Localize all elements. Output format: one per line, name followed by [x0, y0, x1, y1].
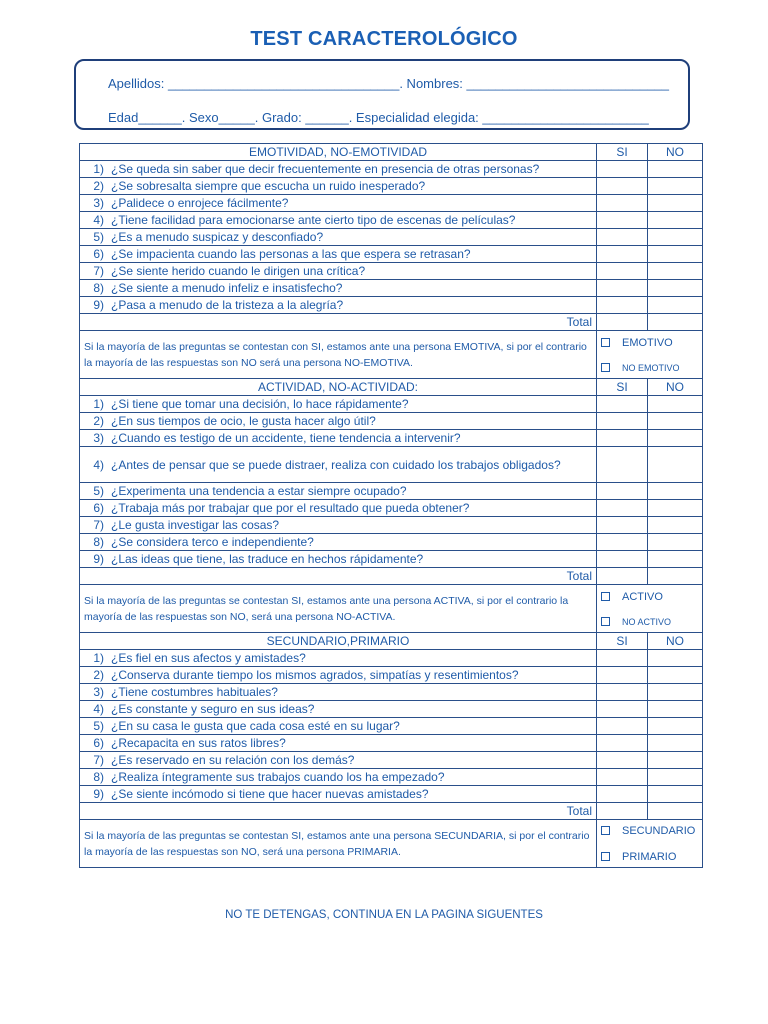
answer-si-cell[interactable]	[597, 246, 648, 263]
result-option[interactable]	[601, 337, 698, 349]
result-option[interactable]	[601, 363, 698, 373]
answer-no-cell[interactable]	[648, 718, 703, 735]
checkbox-icon[interactable]	[601, 852, 610, 861]
question-cell	[80, 447, 597, 483]
total-no-cell[interactable]	[648, 803, 703, 820]
answer-si-cell[interactable]	[597, 263, 648, 280]
answer-no-cell[interactable]	[648, 178, 703, 195]
question-row	[80, 735, 703, 752]
question-number: 7)	[93, 264, 104, 278]
question-text: ¿Tiene costumbres habituales?	[111, 685, 278, 699]
column-no-header: NO	[648, 144, 703, 161]
answer-si-cell[interactable]	[597, 483, 648, 500]
question-row	[80, 195, 703, 212]
result-option-label: EMOTIVO	[622, 336, 673, 349]
question-number: 3)	[93, 685, 104, 699]
answer-si-cell[interactable]	[597, 413, 648, 430]
interpretation-note: Si la mayoría de las preguntas se contestan con SI, estamos ante una persona EMOTIVA, si por el contrario la mayoría de las respuestas son NO será una persona NO-EMOTIVA.	[80, 331, 597, 379]
answer-no-cell[interactable]	[648, 212, 703, 229]
result-row	[80, 820, 703, 868]
column-no-header: NO	[648, 379, 703, 396]
question-number: 6)	[93, 736, 104, 750]
column-no-header: NO	[648, 633, 703, 650]
question-row	[80, 718, 703, 735]
question-cell	[80, 280, 597, 297]
question-text: ¿Palidece o enrojece fácilmente?	[111, 196, 289, 210]
question-row	[80, 297, 703, 314]
answer-si-cell[interactable]	[597, 701, 648, 718]
answer-si-cell[interactable]	[597, 297, 648, 314]
section-heading-row	[80, 144, 703, 161]
section-heading: ACTIVIDAD, NO-ACTIVIDAD:	[80, 379, 597, 396]
total-label: Total	[80, 568, 597, 585]
question-row	[80, 769, 703, 786]
question-text: ¿Se sobresalta siempre que escucha un ruido inesperado?	[111, 179, 426, 193]
answer-no-cell[interactable]	[648, 752, 703, 769]
question-cell	[80, 534, 597, 551]
checkbox-icon[interactable]	[601, 363, 610, 372]
column-si-header: SI	[597, 144, 648, 161]
answer-no-cell[interactable]	[648, 280, 703, 297]
question-row	[80, 212, 703, 229]
question-text: ¿Pasa a menudo de la tristeza a la alegría?	[111, 298, 344, 312]
total-si-cell[interactable]	[597, 568, 648, 585]
result-options	[597, 820, 703, 868]
answer-si-cell[interactable]	[597, 500, 648, 517]
question-row	[80, 534, 703, 551]
question-row	[80, 246, 703, 263]
question-row	[80, 667, 703, 684]
question-text: ¿Se siente incómodo si tiene que hacer nuevas amistades?	[111, 787, 429, 801]
question-cell	[80, 551, 597, 568]
question-text: ¿Conserva durante tiempo los mismos agrados, simpatías y resentimientos?	[111, 668, 519, 682]
answer-no-cell[interactable]	[648, 701, 703, 718]
question-row	[80, 701, 703, 718]
question-row	[80, 430, 703, 447]
answer-no-cell[interactable]	[648, 161, 703, 178]
question-cell	[80, 718, 597, 735]
question-cell	[80, 650, 597, 667]
question-cell	[80, 500, 597, 517]
checkbox-icon[interactable]	[601, 338, 610, 347]
result-option[interactable]	[601, 851, 698, 863]
total-row	[80, 803, 703, 820]
checkbox-icon[interactable]	[601, 826, 610, 835]
question-row	[80, 483, 703, 500]
question-number: 7)	[93, 753, 104, 767]
test-table	[79, 143, 703, 868]
question-number: 9)	[93, 787, 104, 801]
result-options	[597, 585, 703, 633]
question-text: ¿Experimenta una tendencia a estar siempre ocupado?	[111, 484, 407, 498]
name-fields-line[interactable]: Apellidos: ________________________________. Nombres: ____________________________	[108, 76, 669, 91]
question-text: ¿Se siente herido cuando le dirigen una crítica?	[111, 264, 366, 278]
question-number: 4)	[93, 457, 104, 472]
question-row	[80, 551, 703, 568]
question-text: ¿Se siente a menudo infeliz e insatisfecho?	[111, 281, 343, 295]
answer-si-cell[interactable]	[597, 718, 648, 735]
result-option-label: SECUNDARIO	[622, 824, 696, 837]
checkbox-icon[interactable]	[601, 592, 610, 601]
answer-si-cell[interactable]	[597, 786, 648, 803]
question-number: 2)	[93, 179, 104, 193]
question-number: 5)	[93, 484, 104, 498]
question-cell	[80, 752, 597, 769]
question-number: 4)	[93, 702, 104, 716]
question-number: 9)	[93, 552, 104, 566]
question-text: ¿Es reservado en su relación con los demás?	[111, 753, 355, 767]
question-row	[80, 178, 703, 195]
answer-no-cell[interactable]	[648, 517, 703, 534]
answer-si-cell[interactable]	[597, 447, 648, 483]
answer-si-cell[interactable]	[597, 161, 648, 178]
result-row	[80, 331, 703, 379]
question-cell	[80, 195, 597, 212]
answer-no-cell[interactable]	[648, 263, 703, 280]
question-text: ¿Antes de pensar que se puede distraer, realiza con cuidado los trabajos obligados?	[111, 457, 561, 472]
question-row	[80, 161, 703, 178]
result-option[interactable]	[601, 617, 698, 627]
question-cell	[80, 769, 597, 786]
question-row	[80, 752, 703, 769]
interpretation-note: Si la mayoría de las preguntas se contestan SI, estamos ante una persona SECUNDARIA, si por el contrario la mayoría de las respuestas son NO, será una persona PRIMARIA.	[80, 820, 597, 868]
answer-si-cell[interactable]	[597, 517, 648, 534]
answer-no-cell[interactable]	[648, 447, 703, 483]
section-heading: SECUNDARIO,PRIMARIO	[80, 633, 597, 650]
question-text: ¿Las ideas que tiene, las traduce en hechos rápidamente?	[111, 552, 424, 566]
question-cell	[80, 229, 597, 246]
question-number: 4)	[93, 213, 104, 227]
question-text: ¿Se impacienta cuando las personas a las que espera se retrasan?	[111, 247, 471, 261]
question-row	[80, 786, 703, 803]
total-label: Total	[80, 803, 597, 820]
result-option[interactable]	[601, 825, 698, 837]
question-cell	[80, 246, 597, 263]
question-cell	[80, 684, 597, 701]
section-heading: EMOTIVIDAD, NO-EMOTIVIDAD	[80, 144, 597, 161]
answer-si-cell[interactable]	[597, 684, 648, 701]
answer-si-cell[interactable]	[597, 195, 648, 212]
question-row	[80, 229, 703, 246]
answer-no-cell[interactable]	[648, 430, 703, 447]
question-cell	[80, 667, 597, 684]
question-row	[80, 684, 703, 701]
question-number: 2)	[93, 414, 104, 428]
answer-si-cell[interactable]	[597, 280, 648, 297]
question-number: 7)	[93, 518, 104, 532]
question-text: ¿Es constante y seguro en sus ideas?	[111, 702, 315, 716]
question-text: ¿Cuando es testigo de un accidente, tiene tendencia a intervenir?	[111, 431, 461, 445]
question-number: 6)	[93, 501, 104, 515]
answer-si-cell[interactable]	[597, 735, 648, 752]
question-cell	[80, 735, 597, 752]
answer-no-cell[interactable]	[648, 246, 703, 263]
question-text: ¿Si tiene que tomar una decisión, lo hace rápidamente?	[111, 397, 409, 411]
question-text: ¿Realiza íntegramente sus trabajos cuando los ha empezado?	[111, 770, 445, 784]
answer-no-cell[interactable]	[648, 396, 703, 413]
section-heading-row	[80, 633, 703, 650]
details-fields-line[interactable]: Edad______. Sexo_____. Grado: ______. Especialidad elegida: _______________________	[108, 110, 649, 125]
answer-no-cell[interactable]	[648, 534, 703, 551]
question-cell	[80, 297, 597, 314]
question-number: 1)	[93, 651, 104, 665]
question-cell	[80, 483, 597, 500]
question-cell	[80, 430, 597, 447]
answer-si-cell[interactable]	[597, 667, 648, 684]
answer-no-cell[interactable]	[648, 684, 703, 701]
question-number: 8)	[93, 535, 104, 549]
answer-no-cell[interactable]	[648, 551, 703, 568]
answer-si-cell[interactable]	[597, 430, 648, 447]
personal-info-box	[74, 59, 690, 130]
question-cell	[80, 517, 597, 534]
question-cell	[80, 413, 597, 430]
question-row	[80, 500, 703, 517]
question-row	[80, 263, 703, 280]
question-text: ¿Se considera terco e independiente?	[111, 535, 314, 549]
total-row	[80, 568, 703, 585]
answer-si-cell[interactable]	[597, 650, 648, 667]
answer-no-cell[interactable]	[648, 413, 703, 430]
question-cell	[80, 701, 597, 718]
question-row	[80, 280, 703, 297]
question-cell	[80, 786, 597, 803]
question-row	[80, 517, 703, 534]
question-number: 8)	[93, 770, 104, 784]
answer-si-cell[interactable]	[597, 178, 648, 195]
question-cell	[80, 161, 597, 178]
question-text: ¿Le gusta investigar las cosas?	[111, 518, 280, 532]
question-text: ¿Trabaja más por trabajar que por el resultado que pueda obtener?	[111, 501, 470, 515]
total-row	[80, 314, 703, 331]
question-text: ¿Tiene facilidad para emocionarse ante cierto tipo de escenas de películas?	[111, 213, 516, 227]
answer-si-cell[interactable]	[597, 534, 648, 551]
result-option[interactable]	[601, 591, 698, 603]
question-number: 5)	[93, 230, 104, 244]
interpretation-note: Si la mayoría de las preguntas se contestan SI, estamos ante una persona ACTIVA, si por el contrario la mayoría de las respuestas son NO, será una persona NO-ACTIVA.	[80, 585, 597, 633]
question-number: 5)	[93, 719, 104, 733]
question-text: ¿Se queda sin saber que decir frecuentemente en presencia de otras personas?	[111, 162, 540, 176]
answer-no-cell[interactable]	[648, 786, 703, 803]
question-number: 3)	[93, 196, 104, 210]
column-si-header: SI	[597, 379, 648, 396]
page-title: TEST CARACTEROLÓGICO	[250, 28, 518, 50]
question-number: 8)	[93, 281, 104, 295]
result-row	[80, 585, 703, 633]
result-option-label: ACTIVO	[622, 590, 663, 603]
question-number: 1)	[93, 397, 104, 411]
question-cell	[80, 178, 597, 195]
question-number: 2)	[93, 668, 104, 682]
section-heading-row	[80, 379, 703, 396]
total-no-cell[interactable]	[648, 568, 703, 585]
total-label: Total	[80, 314, 597, 331]
result-options	[597, 331, 703, 379]
question-text: ¿En su casa le gusta que cada cosa esté en su lugar?	[111, 719, 400, 733]
question-cell	[80, 263, 597, 280]
answer-no-cell[interactable]	[648, 297, 703, 314]
column-si-header: SI	[597, 633, 648, 650]
answer-si-cell[interactable]	[597, 212, 648, 229]
question-row	[80, 650, 703, 667]
total-si-cell[interactable]	[597, 314, 648, 331]
question-row	[80, 447, 703, 483]
question-number: 6)	[93, 247, 104, 261]
question-number: 9)	[93, 298, 104, 312]
question-row	[80, 413, 703, 430]
checkbox-icon[interactable]	[601, 617, 610, 626]
total-si-cell[interactable]	[597, 803, 648, 820]
question-text: ¿En sus tiempos de ocio, le gusta hacer algo útil?	[111, 414, 376, 428]
question-cell	[80, 212, 597, 229]
result-option-label: NO EMOTIVO	[622, 362, 680, 373]
answer-no-cell[interactable]	[648, 483, 703, 500]
answer-no-cell[interactable]	[648, 229, 703, 246]
answer-no-cell[interactable]	[648, 650, 703, 667]
answer-si-cell[interactable]	[597, 769, 648, 786]
answer-no-cell[interactable]	[648, 735, 703, 752]
answer-no-cell[interactable]	[648, 500, 703, 517]
question-number: 3)	[93, 431, 104, 445]
question-text: ¿Recapacita en sus ratos libres?	[111, 736, 286, 750]
answer-no-cell[interactable]	[648, 769, 703, 786]
question-number: 1)	[93, 162, 104, 176]
continue-note: NO TE DETENGAS, CONTINUA EN LA PAGINA SIGUENTES	[225, 909, 543, 921]
question-row	[80, 396, 703, 413]
question-text: ¿Es a menudo suspicaz y desconfiado?	[111, 230, 324, 244]
answer-si-cell[interactable]	[597, 752, 648, 769]
question-text: ¿Es fiel en sus afectos y amistades?	[111, 651, 306, 665]
result-option-label: PRIMARIO	[622, 850, 677, 863]
answer-si-cell[interactable]	[597, 551, 648, 568]
answer-no-cell[interactable]	[648, 195, 703, 212]
total-no-cell[interactable]	[648, 314, 703, 331]
result-option-label: NO ACTIVO	[622, 616, 672, 627]
answer-si-cell[interactable]	[597, 229, 648, 246]
question-cell	[80, 396, 597, 413]
answer-no-cell[interactable]	[648, 667, 703, 684]
answer-si-cell[interactable]	[597, 396, 648, 413]
